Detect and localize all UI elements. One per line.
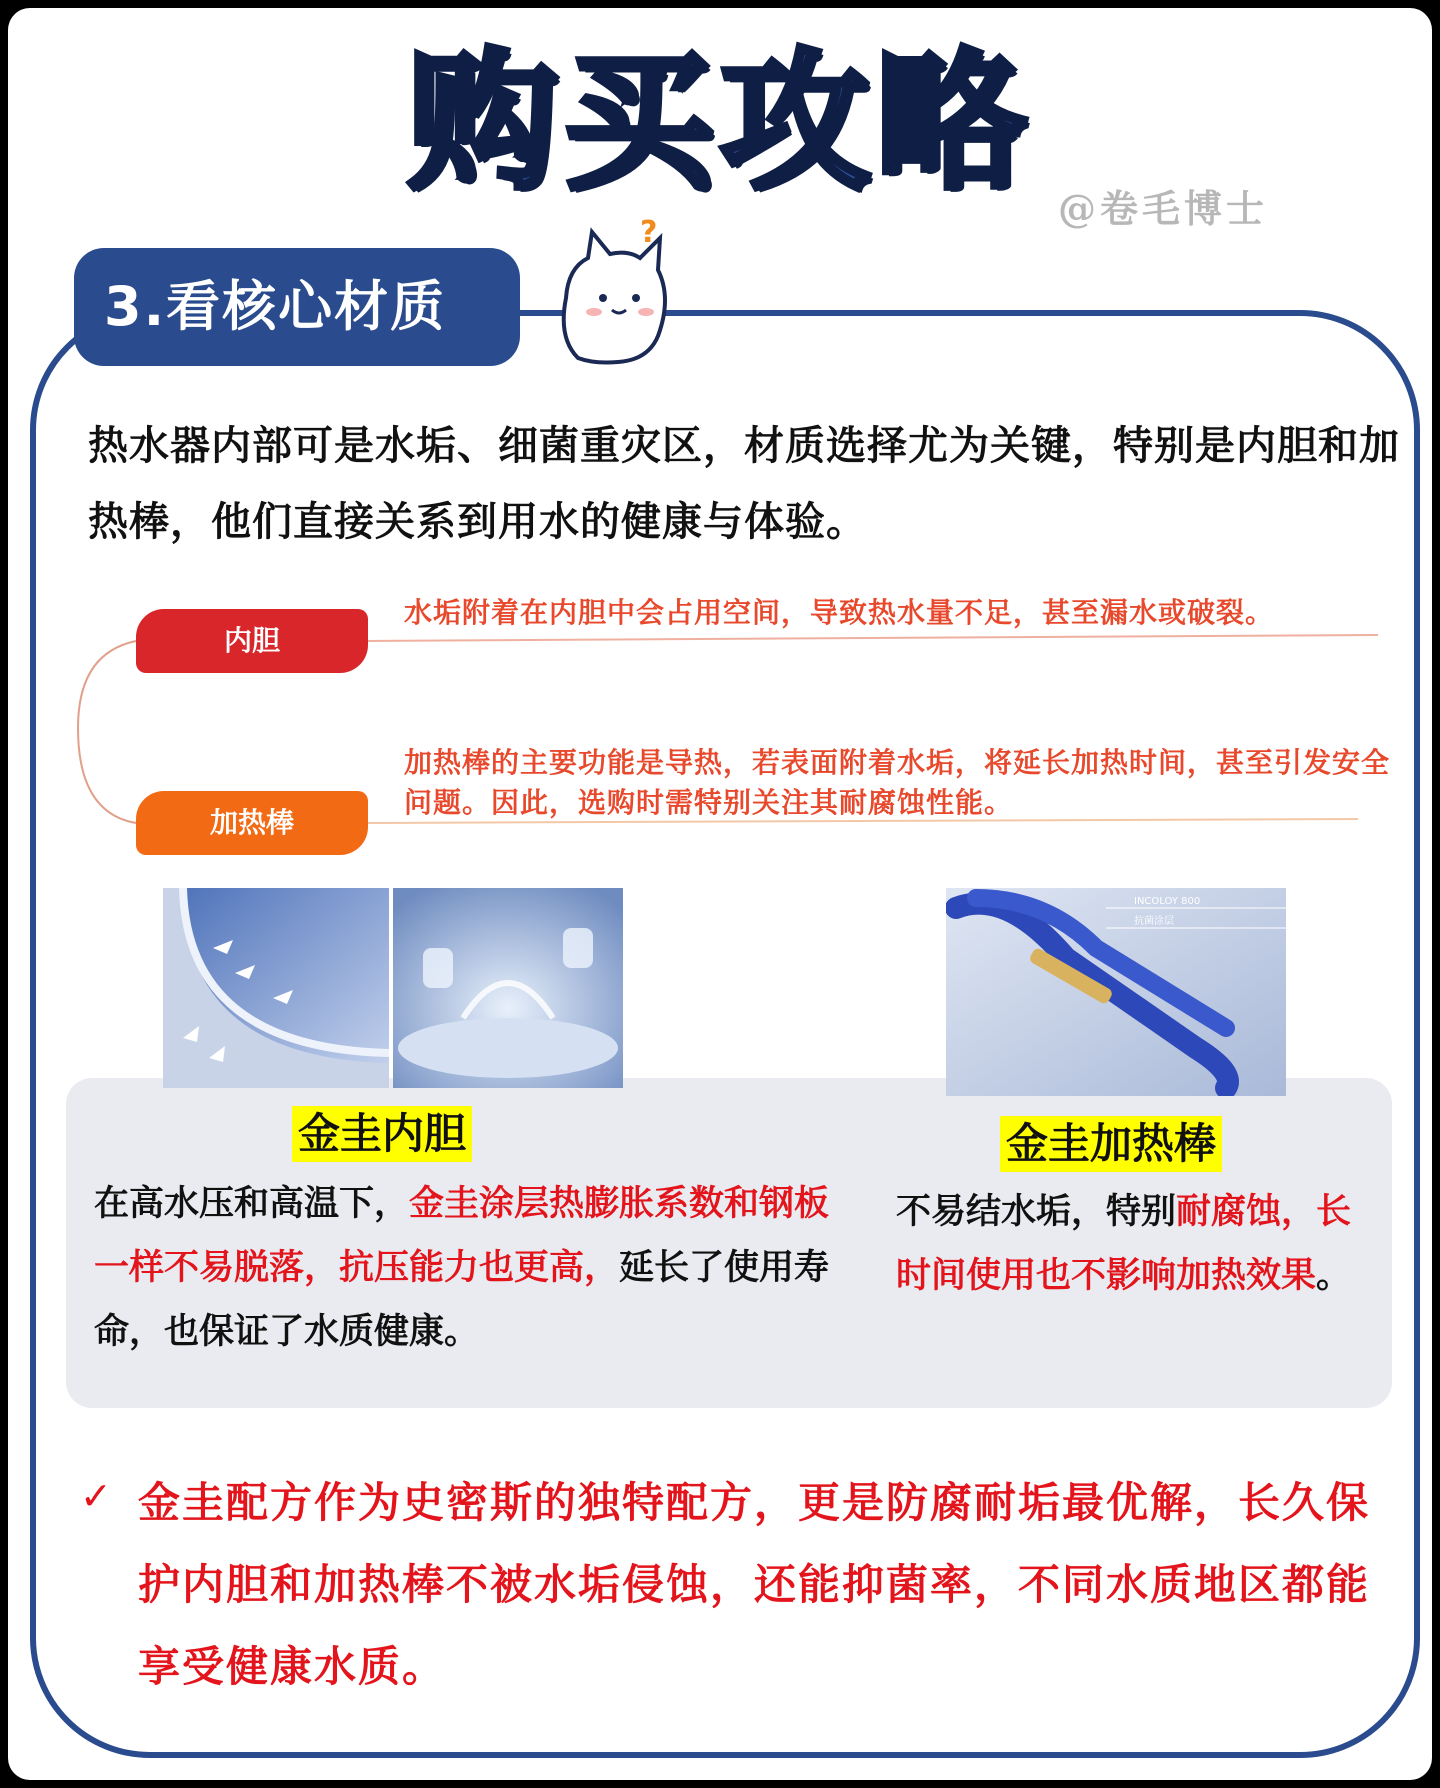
inner-tank-description: 水垢附着在内胆中会占用空间，导致热水量不足，甚至漏水或破裂。 <box>404 596 1275 629</box>
svg-text:?: ? <box>640 218 658 250</box>
mind-map <box>68 593 1391 863</box>
product-label-heating-rod: 金圭加热棒 <box>1000 1116 1222 1172</box>
poster-page <box>8 8 1432 1780</box>
conclusion-text: 金圭配方作为史密斯的独特配方，更是防腐耐垢最优解，长久保护内胆和加热棒不被水垢侵蚀，还能抑菌率，不同水质地区都能享受健康水质。 <box>138 1478 1371 1691</box>
section-heading: 3.看核心材质 <box>74 248 520 366</box>
heating-rod-feature-text: 不易结水垢，特别耐腐蚀，长时间使用也不影响加热效果。 <box>896 1192 1352 1296</box>
intro-paragraph: 热水器内部可是水垢、细菌重灾区，材质选择尤为关键，特别是内胆和加热棒，他们直接关系到用水的健康与体验。 <box>88 423 1400 545</box>
checkmark-icon: ✓ <box>80 1474 112 1518</box>
photo-label-coating: 抗菌涂层 <box>1134 916 1174 927</box>
cat-mascot-icon <box>548 218 678 368</box>
product-label-inner-tank: 金圭内胆 <box>292 1106 472 1162</box>
page-title: 购买攻略 <box>407 36 1032 210</box>
tag-inner-tank: 内胆 <box>136 609 368 673</box>
inner-tank-feature-text: 在高水压和高温下，金圭涂层热膨胀系数和钢板一样不易脱落，抗压能力也更高，延长了使用寿命，也保证了水质健康。 <box>94 1184 830 1352</box>
photo-label-incoloy: INCOLOY 800 <box>1134 896 1201 907</box>
inner-tank-photo <box>163 888 623 1088</box>
tag-heating-rod: 加热棒 <box>136 791 368 855</box>
heating-rod-photo <box>946 888 1286 1096</box>
author-handle: @卷毛博士 <box>1058 186 1269 231</box>
heating-rod-description: 加热棒的主要功能是导热，若表面附着水垢，将延长加热时间，甚至引发安全问题。因此，选购时需特别关注其耐腐蚀性能。 <box>404 746 1391 819</box>
